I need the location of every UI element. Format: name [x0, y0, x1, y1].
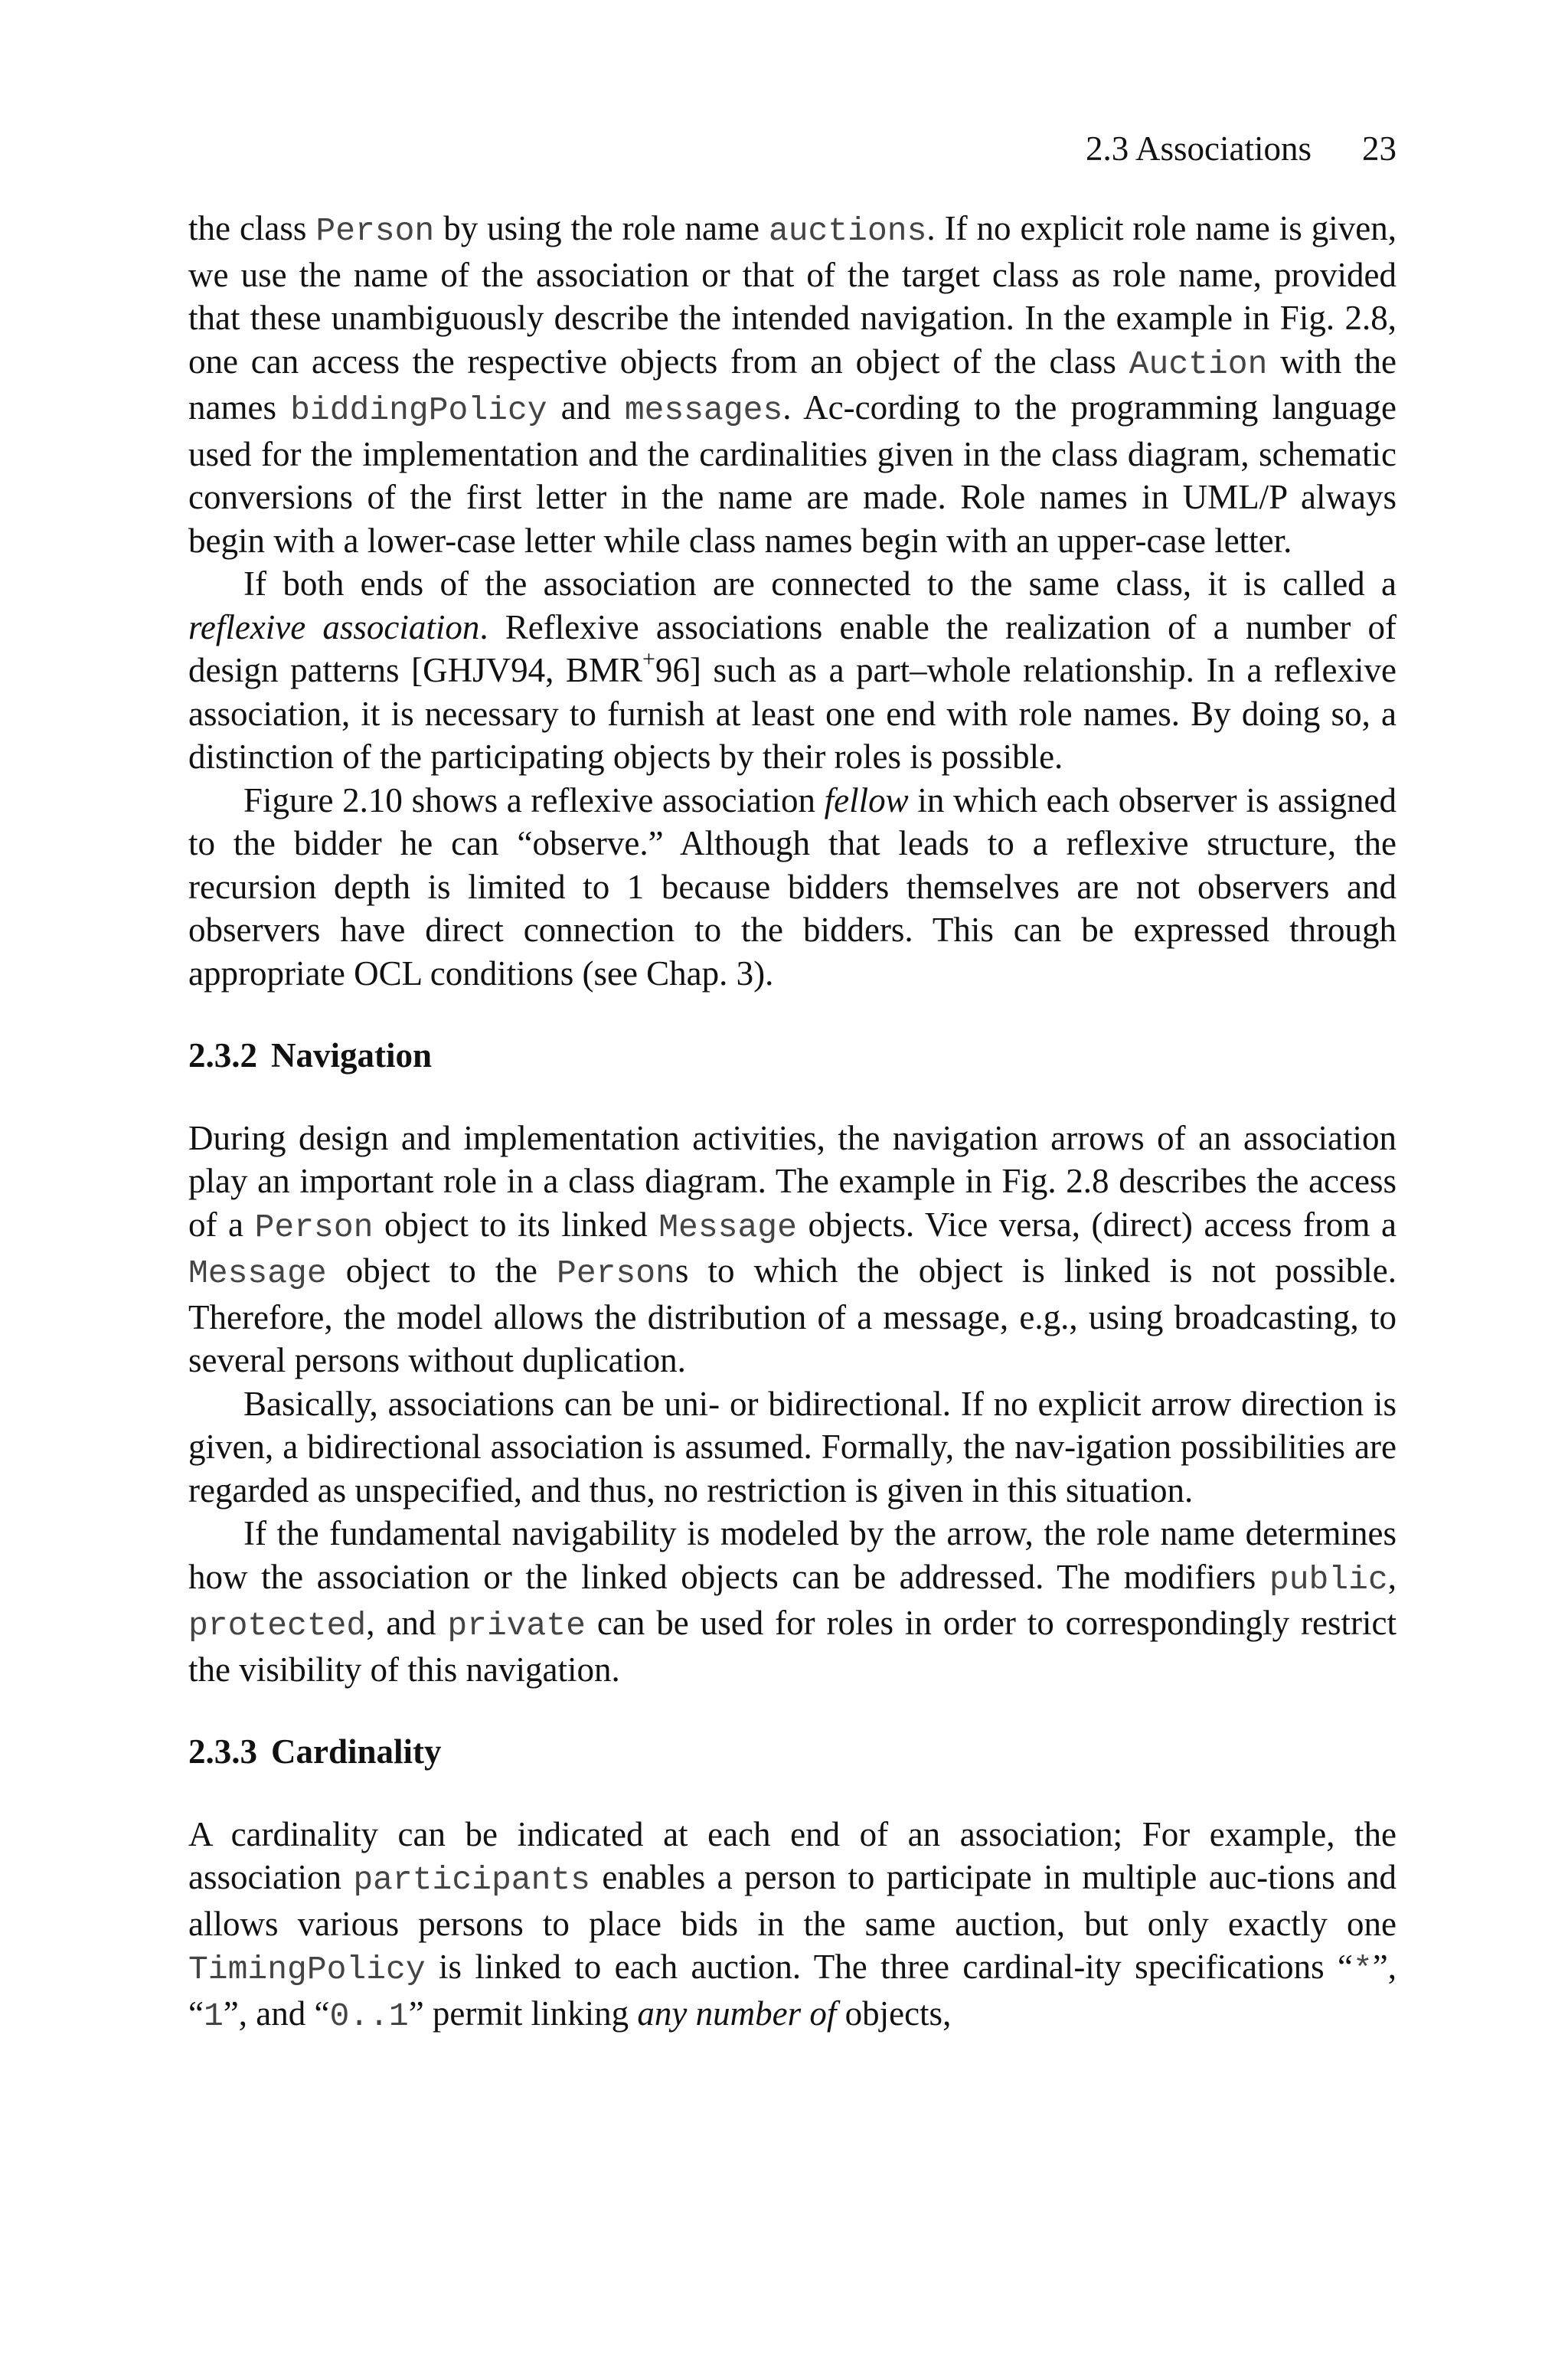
section-heading-cardinality: 2.3.3 Cardinality	[188, 1732, 442, 1771]
code-term: private	[447, 1607, 586, 1644]
code-term: Person	[557, 1254, 675, 1292]
running-head-section: 2.3 Associations	[1085, 129, 1312, 168]
paragraph-modifiers: If the fundamental navigability is modeled by the arrow, the role name determines how the association or the linked objects can be addressed. The modifiers public, protected, and private can be used for roles in order to correspondingly restrict the visibility of this navigation.	[188, 1514, 1396, 1689]
paragraph-role-names: the class Person by using the role name auctions. If no explicit role name is given, we use the name of the association or that of the target class as role name, provided that these unambiguously describe the intended navigation. In the example in Fig. 2.8, one can access the respective objects from an object of the class Auction with the names biddingPolicy and messages. Ac-cording to the programming language used for the implementation and the cardinalities given in the class diagram, schematic conversions of the first letter in the name are made. Role names in UML/P always begin with a lower-case letter while class names begin with an upper-case letter.	[188, 209, 1396, 560]
code-term: *	[1352, 1951, 1373, 1988]
emphasis-term: any number of	[637, 1994, 837, 2033]
page-number: 23	[1362, 129, 1396, 168]
code-term: Message	[188, 1254, 327, 1292]
code-term: auctions	[768, 212, 927, 250]
paragraph-figure-2-10: Figure 2.10 shows a reflexive association fellow in which each observer is assigned to the bidder he can “observe.” Although that leads to a reflexive structure, the recursion depth is limited to 1 because bidders themselves are not observers and observers have direct connection to the bidders. This can be expressed through appropriate OCL conditions (see Chap. 3).	[188, 780, 1396, 993]
page-body	[188, 123, 1396, 2038]
code-term: Person	[254, 1208, 374, 1246]
emphasis-term: reflexive association	[188, 607, 480, 646]
code-term: participants	[353, 1861, 590, 1899]
emphasis-term: fellow	[824, 780, 909, 819]
code-term: 0..1	[329, 1997, 409, 2035]
section-heading-navigation: 2.3.2 Navigation	[188, 1036, 433, 1075]
code-term: messages	[624, 391, 783, 429]
code-term: public	[1269, 1560, 1388, 1598]
code-term: Person	[315, 212, 435, 250]
paragraph-cardinality: A cardinality can be indicated at each end of an association; For example, the association participants enables a person to participate in multiple auc-tions and allows various persons to place bids in the same auction, but only exactly one TimingPolicy is linked to each auction. The three cardinal-ity specifications “*”, “1”, and “0..1” permit linking any number of objects,	[188, 1814, 1396, 2035]
code-term: Auction	[1129, 345, 1268, 383]
code-term: TimingPolicy	[188, 1951, 426, 1988]
code-term: protected	[188, 1607, 367, 1644]
code-term: Message	[658, 1208, 797, 1246]
code-term: biddingPolicy	[290, 391, 547, 429]
code-term: 1	[203, 1997, 224, 2035]
paragraph-reflexive: If both ends of the association are connected to the same class, it is called a reflexive association. Reflexive associations enable the realization of a number of design patterns [GHJV94, BMR+96] such as a part–whole relationship. In a reflexive association, it is necessary to furnish at least one end with role names. By doing so, a distinction of the participating objects by their roles is possible.	[188, 564, 1397, 776]
paragraph-bidirectional: Basically, associations can be uni- or bidirectional. If no explicit arrow direction is given, a bidirectional association is assumed. Formally, the nav-igation possibilities are regarded as unspecified, and thus, no restriction is given in this situation.	[188, 1384, 1396, 1510]
paragraph-navigation-arrows: During design and implementation activities, the navigation arrows of an association play an important role in a class diagram. The example in Fig. 2.8 describes the access of a Person object to its linked Message objects. Vice versa, (direct) access from a Message object to the Persons to which the object is linked is not possible. Therefore, the model allows the distribution of a message, e.g., using broadcasting, to several persons without duplication.	[188, 1118, 1396, 1379]
